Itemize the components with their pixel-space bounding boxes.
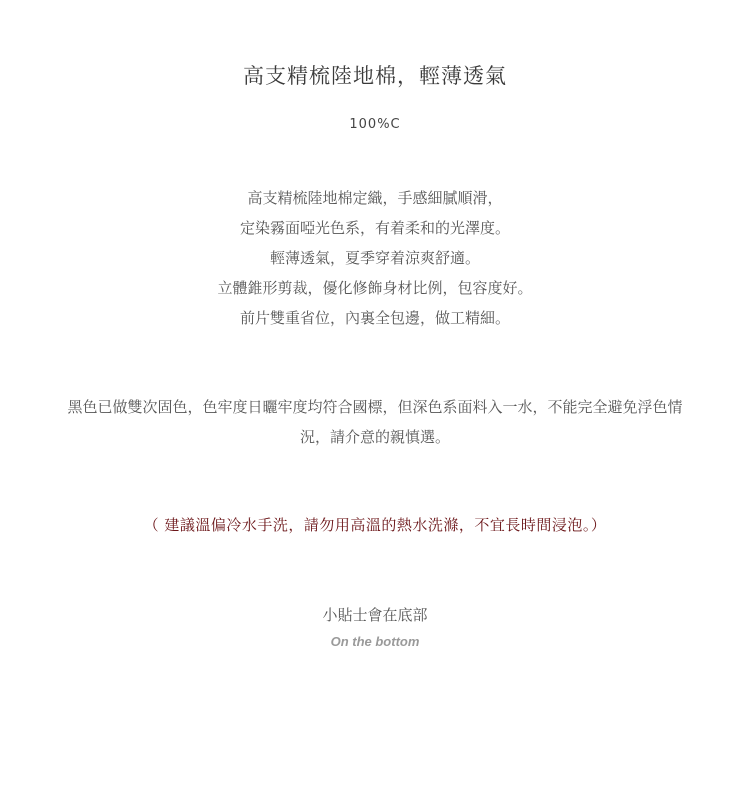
description-line: 前片雙重省位，內裏全包邊，做工精細。 [239, 309, 510, 327]
color-fastness-notice: 黑色已做雙次固色，色牢度日曬牢度均符合國標，但深色系面料入一水，不能完全避免浮色情況，請介意的親慎選。 [67, 398, 683, 446]
description-line: 立體錐形剪裁，優化修飾身材比例，包容度好。 [217, 279, 533, 297]
product-title: 高支精梳陸地棉，輕薄透氣 [243, 64, 507, 88]
description-line: 輕薄透氣，夏季穿着涼爽舒適。 [269, 249, 480, 267]
description-line: 定染霧面啞光色系，有着柔和的光澤度。 [239, 219, 510, 237]
tip-subheading-en: On the bottom [330, 634, 420, 649]
tip-heading: 小貼士會在底部 [322, 606, 428, 624]
description-block [0, 183, 750, 333]
washing-care-note: （ 建議溫偏冷水手洗，請勿用高溫的熱水洗滌，不宜長時間浸泡。） [143, 516, 607, 534]
description-line: 高支精梳陸地棉定織，手感細膩順滑， [247, 189, 503, 207]
fabric-composition: 100%C [349, 117, 401, 132]
